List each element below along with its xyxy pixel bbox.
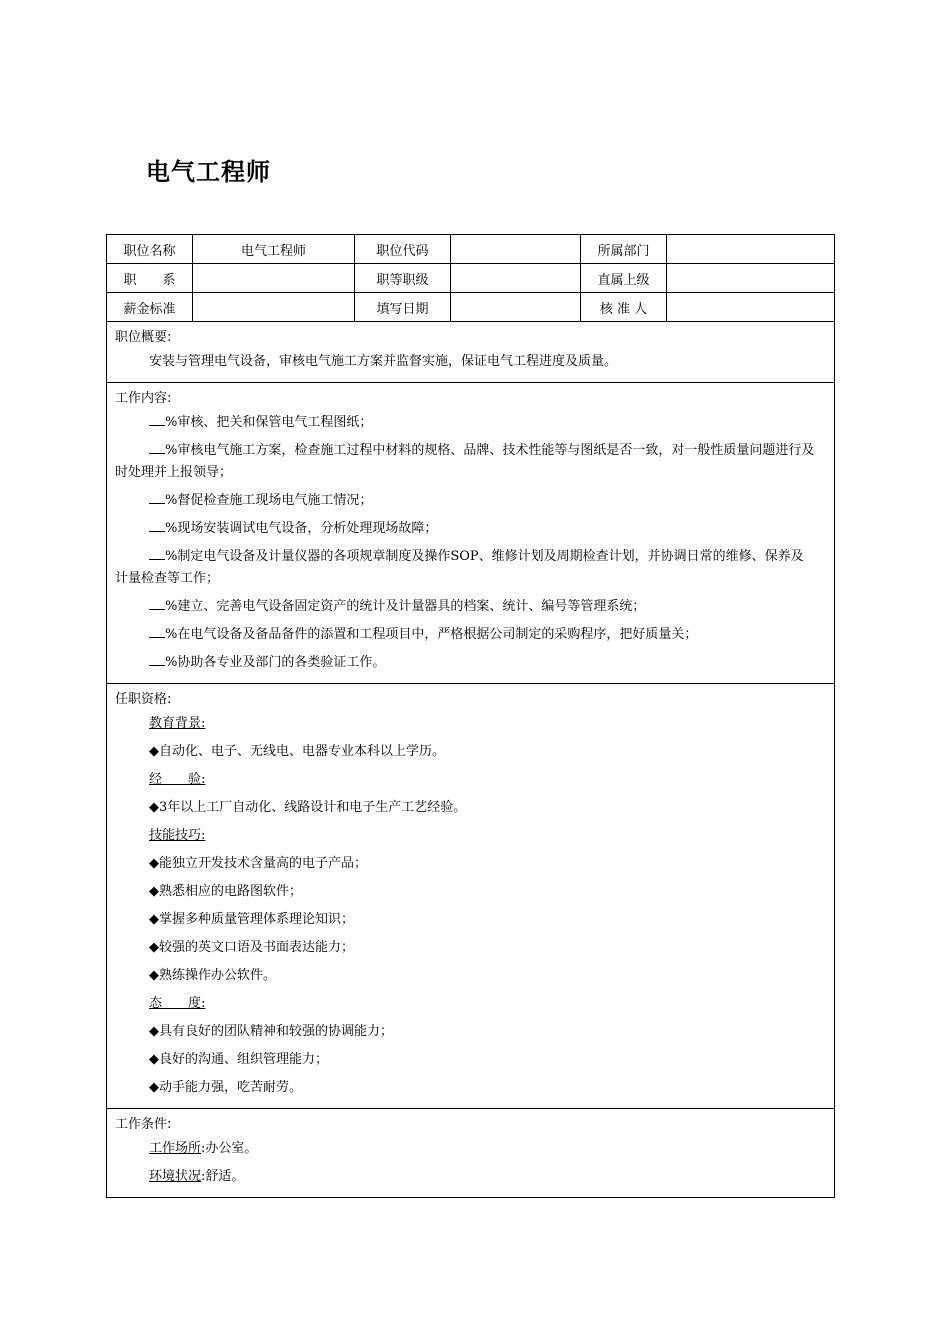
duty-item: %审核、把关和保管电气工程图纸； [115,409,826,437]
duties-title: 工作内容: [115,391,172,406]
duty-item: %协助各专业及部门的各类验证工作。 [115,649,826,677]
info-row-1 [107,235,835,264]
info-row-2 [107,264,835,293]
conditions-title: 工作条件: [115,1117,172,1132]
education-label: 教育背景: [149,716,206,731]
conditions-section [107,1109,835,1198]
skill-item: ◆能独立开发技术含量高的电子产品； [149,856,367,871]
label-position-code: 职位代码 [355,235,451,264]
skills-label: 技能技巧: [149,828,206,843]
value-position-name: 电气工程师 [193,235,355,264]
environment-label: 环境状况 [149,1169,202,1184]
skill-item: ◆较强的英文口语及书面表达能力； [149,940,354,955]
label-supervisor: 直属上级 [581,264,667,293]
attitude-label: 态 度: [149,996,206,1011]
value-supervisor [667,264,835,293]
skill-item: ◆掌握多种质量管理体系理论知识； [149,912,354,927]
value-job-family [193,264,355,293]
page-title: 电气工程师 [146,158,271,186]
attitude-item: ◆良好的沟通、组织管理能力； [149,1052,328,1067]
conditions-row [107,1109,835,1198]
label-fill-date: 填写日期 [355,293,451,322]
experience-text: ◆3年以上工厂自动化、线路设计和电子生产工艺经验。 [149,800,467,815]
job-description-table [106,234,835,1198]
value-grade [451,264,581,293]
duty-item: %现场安装调试电气设备，分析处理现场故障； [115,515,826,543]
skill-item: ◆熟练操作办公软件。 [149,968,276,983]
qualifications-row [107,684,835,1109]
duty-item: %审核电气施工方案，检查施工过程中材料的规格、品牌、技术性能等与图纸是否一致，对一般性质量问题进行及时处理并上报领导； [115,443,815,480]
label-salary: 薪金标准 [107,293,193,322]
label-job-family: 职 系 [107,264,193,293]
environment-line [115,1163,826,1191]
workplace-value: :办公室。 [201,1141,258,1156]
experience-label: 经 验: [149,772,206,787]
duty-item: %建立、完善电气设备固定资产的统计及计量器具的档案、统计、编号等管理系统； [115,593,826,621]
info-row-3 [107,293,835,322]
duties-section [107,383,835,684]
attitude-item: ◆具有良好的团队精神和较强的协调能力； [149,1024,393,1039]
environment-value: :舒适。 [201,1169,245,1184]
qualifications-title: 任职资格: [115,692,172,707]
value-position-code [451,235,581,264]
skill-item: ◆熟悉相应的电路图软件； [149,884,302,899]
value-fill-date [451,293,581,322]
value-approver [667,293,835,322]
label-department: 所属部门 [581,235,667,264]
qualifications-section [107,684,835,1109]
workplace-label: 工作场所 [149,1141,202,1156]
summary-title: 职位概要: [115,330,172,345]
summary-row [107,322,835,383]
summary-text: 安装与管理电气设备，审核电气施工方案并监督实施，保证电气工程进度及质量。 [149,354,618,369]
value-salary [193,293,355,322]
duty-item: %在电气设备及备品备件的添置和工程项目中，严格根据公司制定的采购程序，把好质量关； [115,621,826,649]
duty-item: %督促检查施工现场电气施工情况； [115,487,826,515]
duty-item: %制定电气设备及计量仪器的各项规章制度及操作SOP、维修计划及周期检查计划，并协调日常的维修、保养及计量检查等工作； [115,549,804,586]
duties-row [107,383,835,684]
workplace-line [115,1135,826,1163]
education-text: ◆自动化、电子、无线电、电器专业本科以上学历。 [149,744,445,759]
label-grade: 职等职级 [355,264,451,293]
value-department [667,235,835,264]
label-position-name: 职位名称 [107,235,193,264]
summary-section [107,322,835,383]
label-approver: 核 准 人 [581,293,667,322]
attitude-item: ◆动手能力强，吃苦耐劳。 [149,1080,302,1095]
